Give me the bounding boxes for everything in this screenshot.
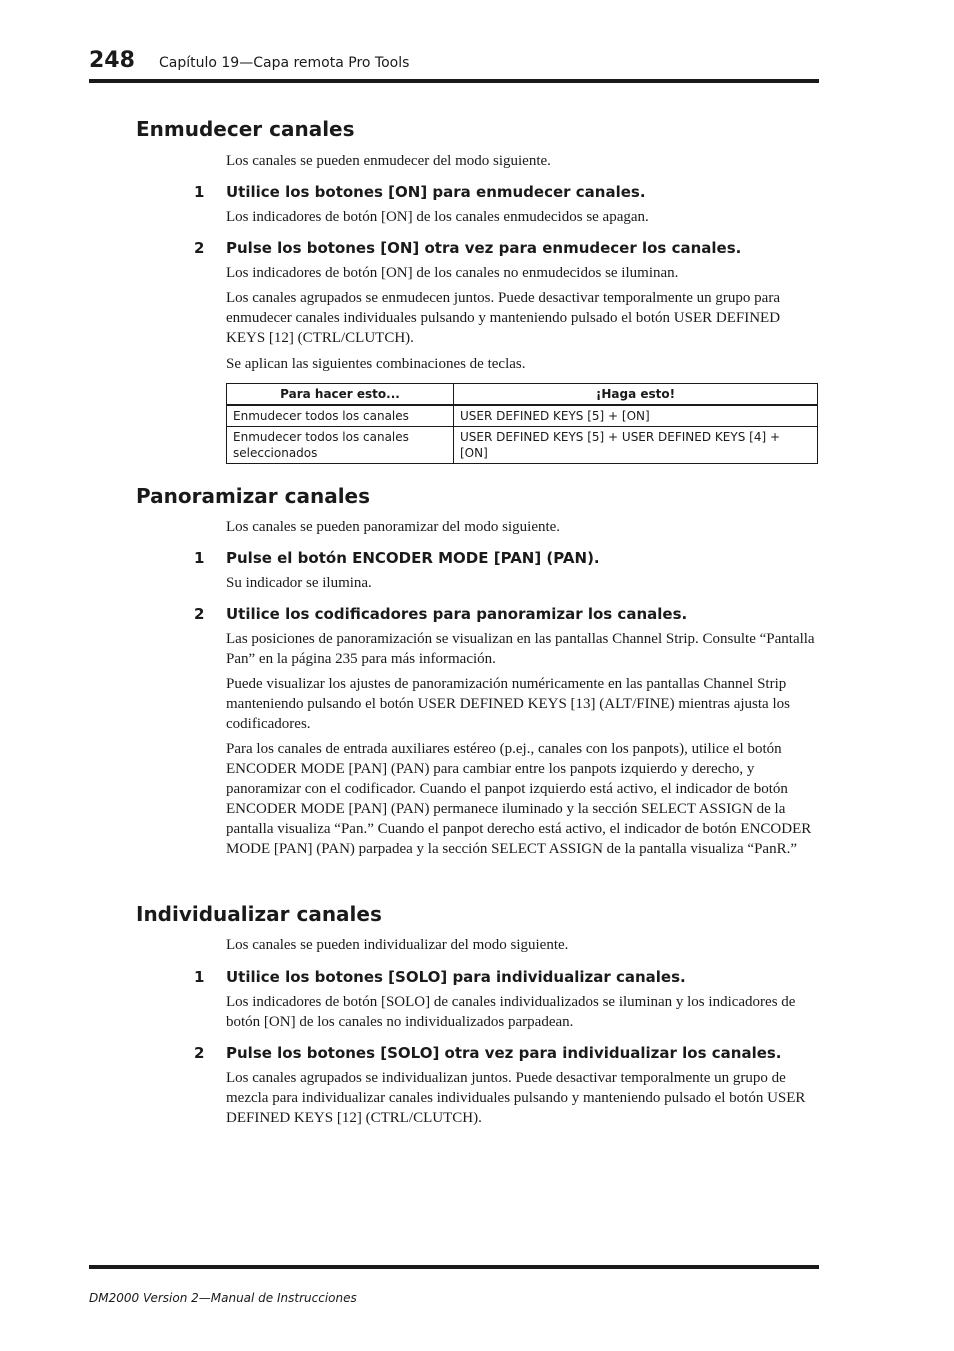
table-header-cell: Para hacer esto... xyxy=(227,384,454,406)
step-paragraph: Su indicador se ilumina. xyxy=(226,575,372,591)
table-row xyxy=(227,405,818,427)
table-header-row xyxy=(227,384,818,406)
step-paragraph: Los canales agrupados se enmudecen juntos. Puede desactivar temporalmente un grupo para enmudecer canales individuales pulsando y manteniendo pulsado el botón USER DEFINED KEYS [12] (CTRL/CLUTCH). xyxy=(226,290,781,346)
step-paragraph: Para los canales de entrada auxiliares estéreo (p.ej., canales con los panpots), utilice el botón ENCODER MODE [PAN] (PAN) para cambiar entre los panpots izquierdo y derecho, y panoramizar con el codificador. Cuando el panpot izquierdo está activo, el indicador de botón ENCODER MODE [PAN] (PAN) permanece iluminado y la sección SELECT ASSIGN de la pantalla visualiza “Pan.” Cuando el panpot derecho está activo, el indicador de botón ENCODER MODE [PAN] (PAN) parpadea y la sección SELECT ASSIGN de la pantalla visualiza “PanR.” xyxy=(226,741,812,857)
step-paragraph: Los canales agrupados se individualizan juntos. Puede desactivar temporalmente un grupo de mezcla para individualizar canales individuales pulsando y manteniendo pulsado el botón USER DEFINED KEYS [12] (CTRL/CLUTCH). xyxy=(226,1070,806,1126)
chapter-title: Capítulo 19—Capa remota Pro Tools xyxy=(159,55,410,71)
section-intro: Los canales se pueden enmudecer del modo siguiente. xyxy=(226,153,551,169)
step-paragraph: Los indicadores de botón [ON] de los canales no enmudecidos se iluminan. xyxy=(226,265,679,281)
table-header-cell: ¡Haga esto! xyxy=(454,384,818,406)
step-text: Pulse los botones [ON] otra vez para enmudecer los canales. xyxy=(226,239,742,257)
table-row xyxy=(227,427,818,464)
step-paragraph: Los indicadores de botón [ON] de los canales enmudecidos se apagan. xyxy=(226,209,649,225)
header-rule xyxy=(89,79,819,83)
step-text: Utilice los botones [ON] para enmudecer canales. xyxy=(226,183,646,201)
step-text: Utilice los codificadores para panoramizar los canales. xyxy=(226,605,688,623)
step-text: Pulse los botones [SOLO] otra vez para individualizar los canales. xyxy=(226,1044,782,1062)
page-number: 248 xyxy=(89,48,135,73)
step-number: 2 xyxy=(194,1044,205,1062)
footer-manual-title: DM2000 Version 2—Manual de Instrucciones xyxy=(89,1291,357,1305)
page-header xyxy=(89,46,819,82)
step-paragraph: Las posiciones de panoramización se visualizan en las pantallas Channel Strip. Consulte “Pantalla Pan” en la página 235 para más información. xyxy=(226,631,815,667)
section-intro: Los canales se pueden panoramizar del modo siguiente. xyxy=(226,519,561,535)
section-heading-pan: Panoramizar canales xyxy=(136,484,371,508)
table-cell: USER DEFINED KEYS [5] + USER DEFINED KEYS [4] + [ON] xyxy=(454,427,818,464)
section-heading-solo: Individualizar canales xyxy=(136,902,382,926)
key-combination-table xyxy=(226,383,818,464)
table-cell: Enmudecer todos los canales xyxy=(227,405,454,427)
table-cell: Enmudecer todos los canales seleccionados xyxy=(227,427,454,464)
table-cell: USER DEFINED KEYS [5] + [ON] xyxy=(454,405,818,427)
step-paragraph: Se aplican las siguientes combinaciones de teclas. xyxy=(226,356,526,372)
step-text: Utilice los botones [SOLO] para individualizar canales. xyxy=(226,968,686,986)
section-heading-mute: Enmudecer canales xyxy=(136,117,355,141)
footer-rule xyxy=(89,1265,819,1269)
step-number: 1 xyxy=(194,549,205,567)
step-number: 1 xyxy=(194,183,205,201)
step-paragraph: Los indicadores de botón [SOLO] de canales individualizados se iluminan y los indicadores de botón [ON] de los canales no individualizados parpadean. xyxy=(226,994,796,1030)
step-number: 1 xyxy=(194,968,205,986)
step-number: 2 xyxy=(194,605,205,623)
step-number: 2 xyxy=(194,239,205,257)
step-paragraph: Puede visualizar los ajustes de panoramización numéricamente en las pantallas Channel Strip manteniendo pulsando el botón USER DEFINED KEYS [13] (ALT/FINE) mientras ajusta los codificadores. xyxy=(226,676,790,732)
step-text: Pulse el botón ENCODER MODE [PAN] (PAN). xyxy=(226,549,600,567)
section-intro: Los canales se pueden individualizar del modo siguiente. xyxy=(226,937,569,953)
